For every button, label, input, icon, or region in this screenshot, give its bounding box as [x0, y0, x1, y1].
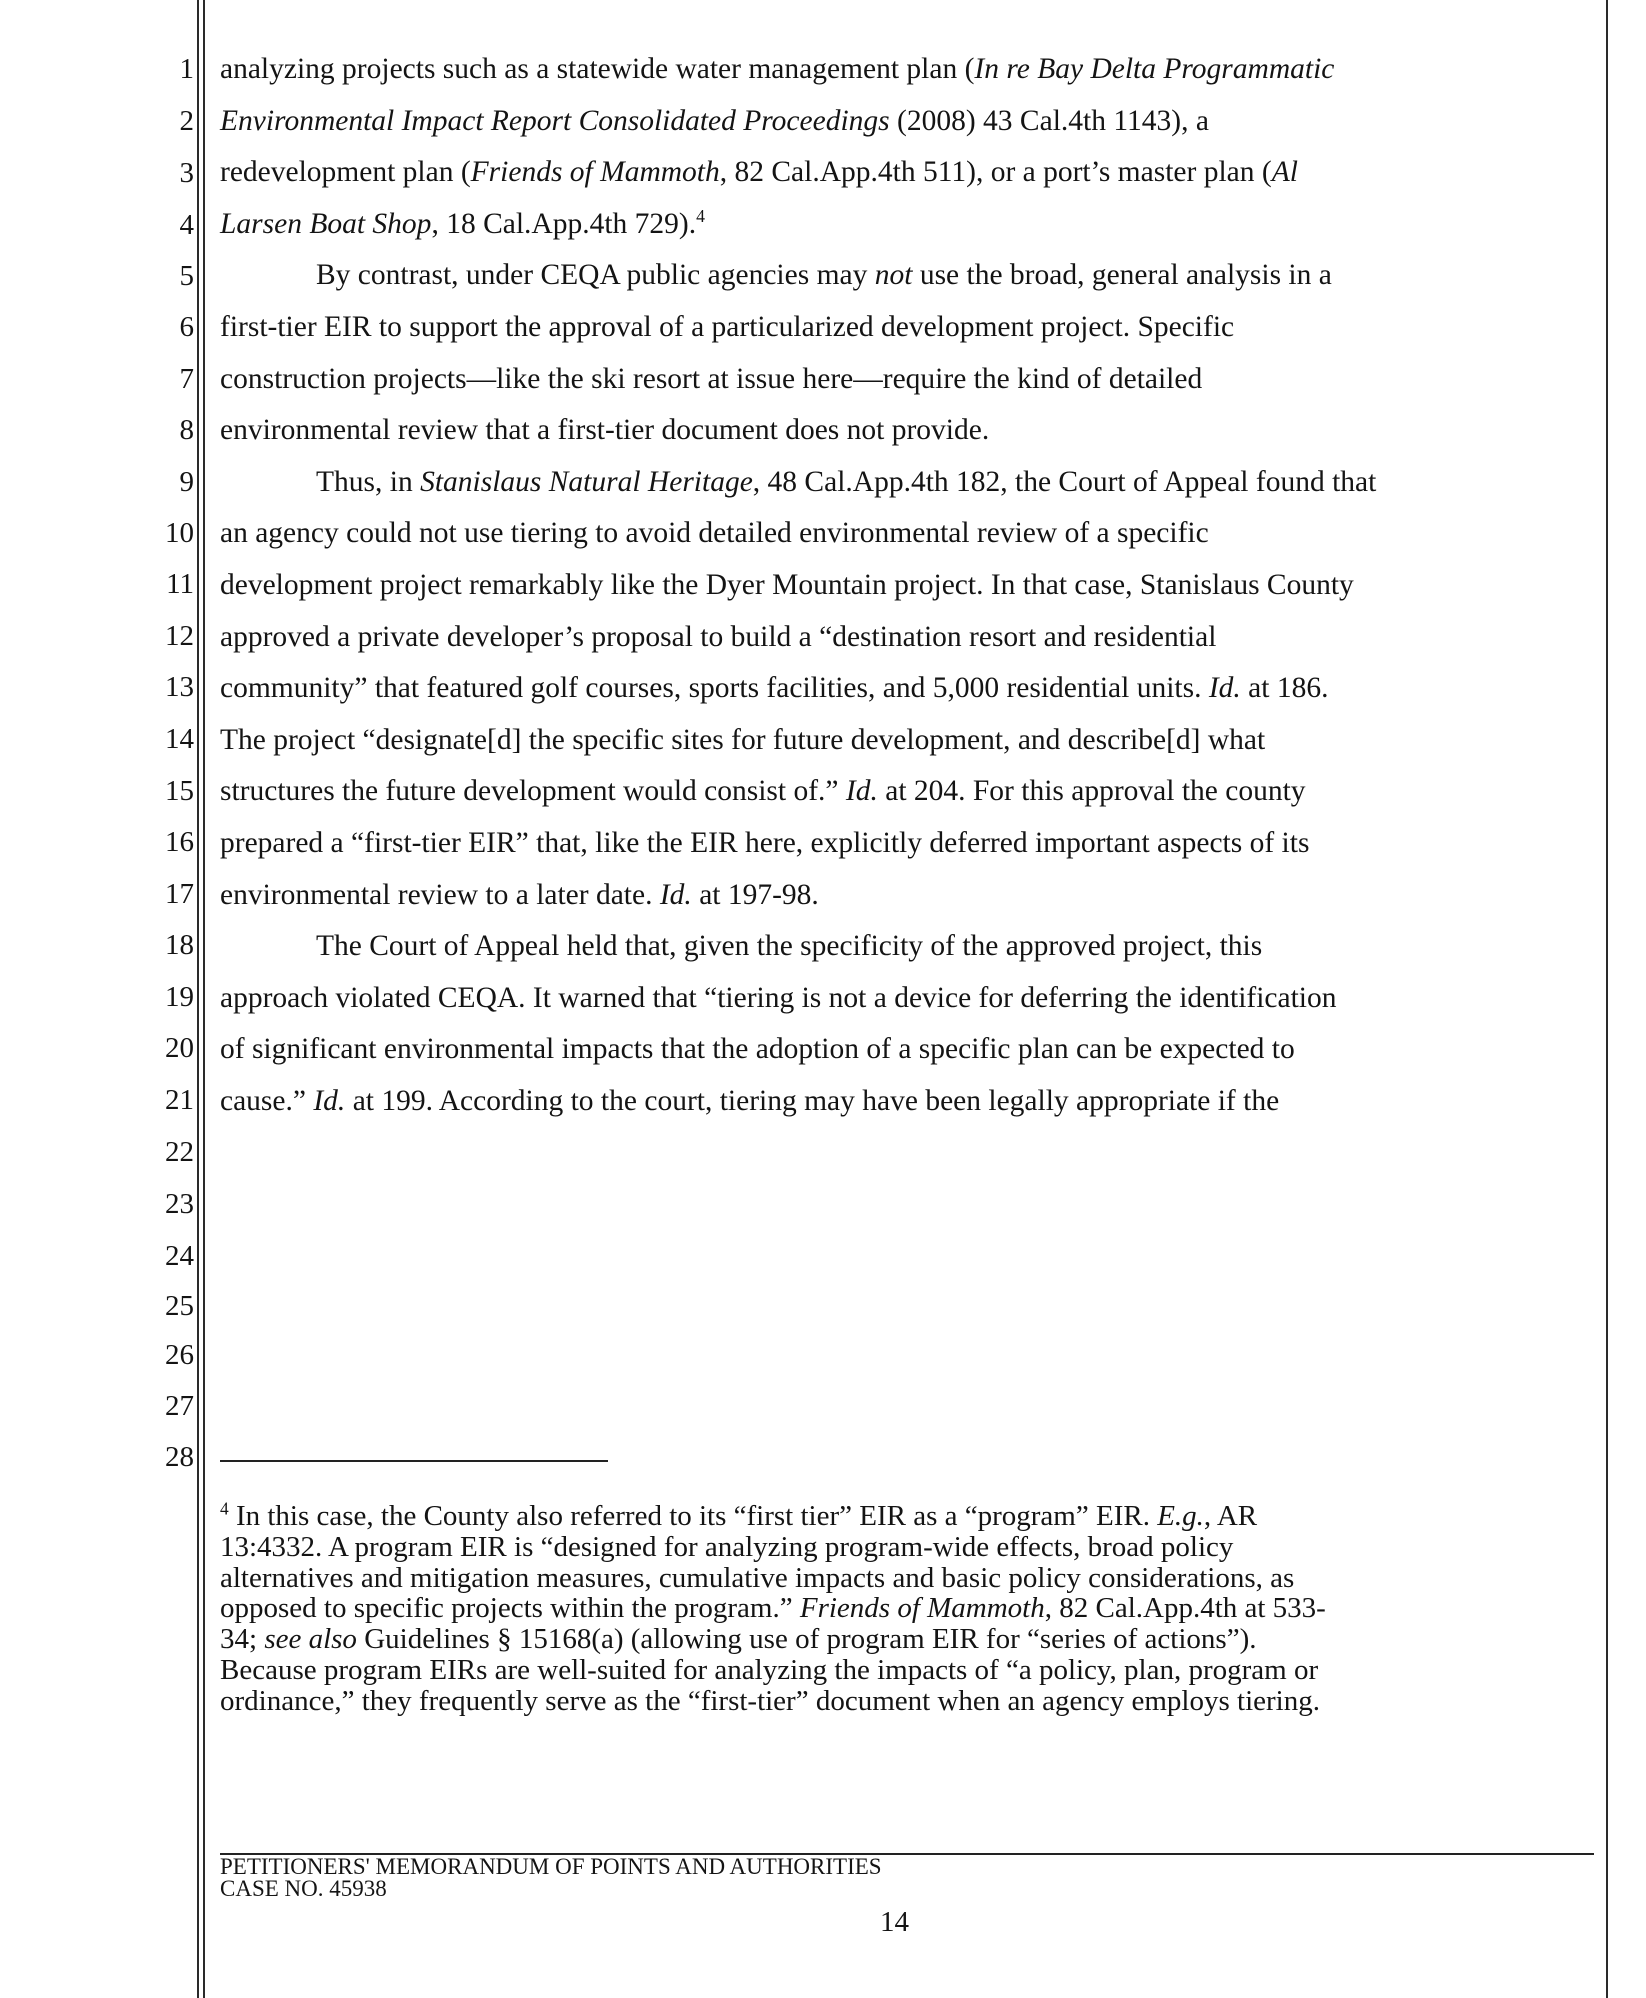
body-line [220, 104, 1209, 138]
italic-text: E.g. [1157, 1500, 1204, 1532]
text-run: Because program EIRs are well-suited for analyzing the impacts of “a policy, plan, program or [220, 1654, 1319, 1686]
body-line [220, 774, 1306, 808]
body-line [220, 258, 1332, 292]
line-number: 20 [165, 1032, 194, 1064]
text-run: By contrast, under CEQA public agencies may [316, 259, 875, 292]
text-run: approved a private developer’s proposal to build a “destination resort and residential [220, 620, 1217, 653]
right-margin-rule [1606, 0, 1608, 1998]
line-number: 26 [165, 1339, 194, 1371]
italic-text: Id. [313, 1085, 346, 1117]
line-number: 24 [165, 1240, 194, 1272]
line-number: 25 [165, 1290, 194, 1322]
body-line [220, 671, 1328, 705]
body-line [220, 155, 1298, 189]
italic-text: Id. [659, 878, 692, 911]
text-run: construction projects—like the ski resort at issue here—require the kind of detailed [220, 362, 1203, 395]
text-run: opposed to specific projects within the program.” [220, 1592, 800, 1625]
body-line [220, 413, 989, 447]
text-run: redevelopment plan ( [220, 156, 471, 189]
footnote-line [220, 1592, 1326, 1624]
text-run: (2008) 43 Cal.4th 1143), a [889, 104, 1209, 137]
text-run: , 82 Cal.App.4th at 533- [1044, 1592, 1326, 1625]
body-line [220, 465, 1376, 499]
line-number: 28 [165, 1441, 194, 1473]
line-number: 12 [165, 620, 194, 652]
footer-title [220, 1856, 882, 1900]
line-number: 7 [179, 363, 194, 395]
text-run: 34; [220, 1623, 265, 1656]
footnote-line [220, 1654, 1318, 1686]
line-number: 23 [165, 1188, 194, 1220]
italic-text: Friends of Mammoth [470, 156, 720, 189]
line-number: 4 [179, 209, 194, 241]
line-number: 19 [165, 981, 194, 1013]
footnote-line [220, 1685, 1320, 1717]
text-run: alternatives and mitigation measures, cumulative impacts and basic policy considerations, as [220, 1561, 1295, 1594]
body-line [220, 568, 1354, 602]
text-run: of significant environmental impacts that the adoption of a specific plan can be expected to [220, 1033, 1295, 1066]
italic-text: Al [1271, 156, 1298, 189]
text-run: community” that featured golf courses, sports facilities, and 5,000 residential units. [220, 672, 1209, 705]
line-number: 16 [165, 826, 194, 858]
body-line [220, 52, 1334, 86]
body-line [220, 981, 1337, 1015]
line-number: 10 [165, 517, 194, 549]
italic-text: see also [264, 1623, 357, 1656]
text-run: approach violated CEQA. It warned that “tiering is not a device for deferring the identification [220, 981, 1337, 1014]
text-run: , 18 Cal.App.4th 729). [431, 207, 697, 240]
text-run: environmental review that a first-tier document does not provide. [220, 414, 990, 447]
text-run: at 186. [1240, 672, 1329, 705]
text-run: structures the future development would consist of.” [220, 775, 846, 808]
body-line [220, 1032, 1295, 1066]
italic-text: Stanislaus Natural Heritage [420, 465, 753, 498]
text-run: at 197-98. [691, 878, 819, 911]
body-line [220, 929, 1262, 963]
text-run: , 82 Cal.App.4th 511), or a port’s master plan ( [719, 156, 1272, 189]
text-run: cause.” [220, 1085, 314, 1117]
footnote-line [220, 1500, 1257, 1532]
text-run: an agency could not use tiering to avoid detailed environmental review of a specific [220, 517, 1209, 550]
line-number: 3 [179, 157, 194, 189]
footnote-line [220, 1623, 1256, 1655]
line-number: 22 [165, 1136, 194, 1168]
text-run: first-tier EIR to support the approval of a particularized development project. Specific [220, 311, 1235, 343]
left-margin-rule-outer [197, 0, 199, 1998]
footer-title-line1: PETITIONERS' MEMORANDUM OF POINTS AND AUTHORITIES [220, 1854, 882, 1879]
footnote-separator [220, 1460, 608, 1462]
line-number: 27 [165, 1390, 194, 1422]
page-number: 14 [880, 1906, 909, 1938]
text-run: In this case, the County also referred to its “first tier” EIR as a “program” EIR. [228, 1500, 1158, 1532]
italic-text: Environmental Impact Report Consolidated Proceedings [220, 104, 890, 137]
footer-case-number: CASE NO. 45938 [220, 1876, 387, 1901]
line-number: 6 [179, 311, 194, 343]
body-line [220, 310, 1234, 344]
text-run: use the broad, general analysis in a [912, 259, 1332, 292]
italic-text: Friends of Mammoth [799, 1592, 1045, 1625]
text-run: development project remarkably like the Dyer Mountain project. In that case, Stanislaus County [220, 569, 1354, 601]
text-run: , 48 Cal.App.4th 182, the Court of Appeal found that [752, 465, 1377, 498]
text-run: , AR [1203, 1500, 1258, 1532]
text-run: 13:4332. A program EIR is “designed for analyzing program-wide effects, broad policy [220, 1530, 1234, 1563]
footnote-marker: 4 [220, 1498, 229, 1519]
text-run: The project “designate[d] the specific sites for future development, and describe[d] what [220, 723, 1266, 756]
text-run: analyzing projects such as a statewide water management plan ( [220, 53, 975, 85]
line-number: 18 [165, 929, 194, 961]
body-line [220, 1084, 1279, 1118]
body-line [220, 826, 1309, 860]
line-number: 15 [165, 775, 194, 807]
body-line [220, 362, 1202, 396]
line-number: 17 [165, 878, 194, 910]
italic-text: Id. [1208, 672, 1241, 705]
footnote-line [220, 1531, 1233, 1563]
body-line [220, 723, 1265, 757]
line-number: 1 [179, 53, 194, 85]
text-run: The Court of Appeal held that, given the specificity of the approved project, this [316, 930, 1263, 963]
body-line [220, 878, 819, 912]
line-number: 13 [165, 671, 194, 703]
footnote-marker: 4 [696, 205, 705, 226]
line-number: 21 [165, 1084, 194, 1116]
body-line [220, 207, 705, 241]
text-run: at 204. For this approval the county [877, 775, 1306, 808]
text-run: Guidelines § 15168(a) (allowing use of program EIR for “series of actions”). [356, 1623, 1257, 1656]
text-run: at 199. According to the court, tiering may have been legally appropriate if the [345, 1085, 1280, 1117]
left-margin-rule-inner [203, 0, 205, 1998]
italic-text: Larsen Boat Shop [220, 207, 432, 240]
body-line [220, 516, 1209, 550]
text-run: environmental review to a later date. [220, 878, 660, 911]
line-number: 9 [179, 466, 194, 498]
footnote-line [220, 1562, 1294, 1594]
line-number: 14 [165, 723, 194, 755]
line-number: 11 [166, 568, 194, 600]
line-number: 8 [179, 414, 194, 446]
line-number: 2 [179, 105, 194, 137]
text-run: Thus, in [316, 465, 421, 498]
line-number: 5 [179, 260, 194, 292]
italic-text: Id. [845, 775, 878, 808]
italic-text: In re Bay Delta Programmatic [974, 53, 1335, 85]
text-run: ordinance,” they frequently serve as the “first-tier” document when an agency employs tiering. [220, 1684, 1320, 1717]
text-run: prepared a “first-tier EIR” that, like the EIR here, explicitly deferred important aspects of its [220, 827, 1310, 859]
italic-text: not [874, 259, 913, 292]
body-line [220, 620, 1216, 654]
